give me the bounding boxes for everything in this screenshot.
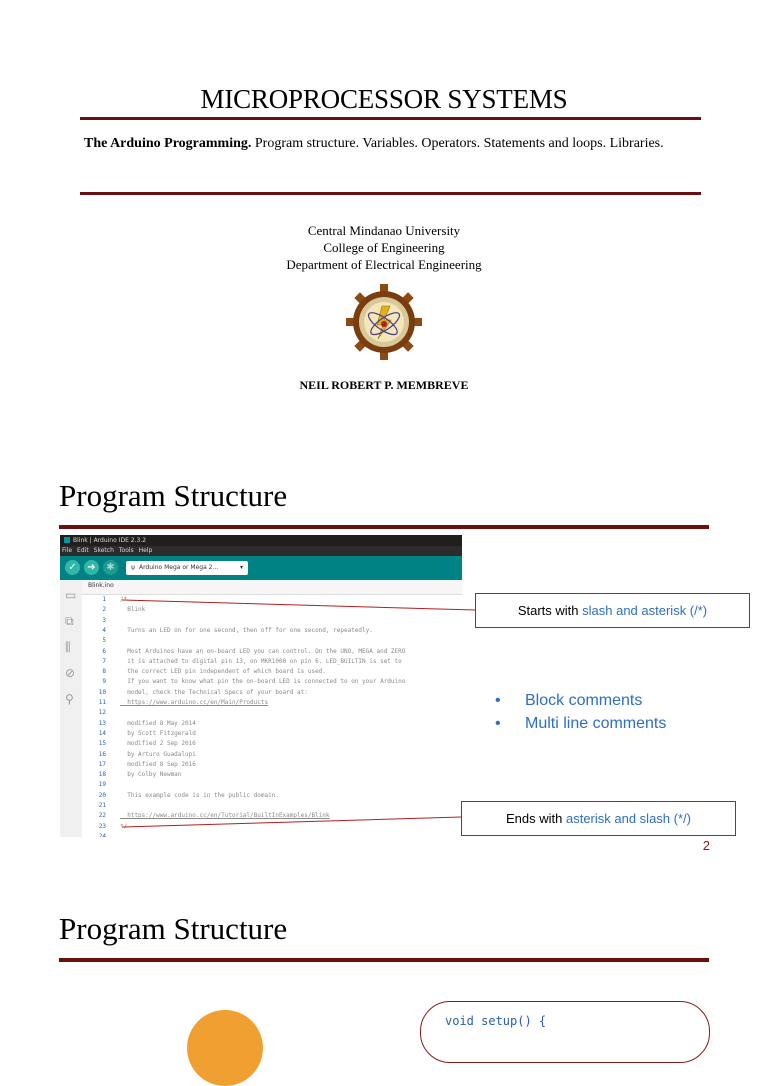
ends-with-prefix: Ends with bbox=[506, 811, 566, 826]
code-text: If you want to know what pin the on-board LED is connected to on your Arduino bbox=[120, 678, 406, 686]
line-number: 8 bbox=[102, 668, 106, 676]
line-number: 10 bbox=[98, 688, 106, 696]
slide3-heading: Program Structure bbox=[59, 911, 288, 946]
line-number: 6 bbox=[102, 647, 106, 655]
ends-with-callout bbox=[461, 801, 736, 836]
chevron-down-icon: ▾ bbox=[239, 564, 243, 571]
college-name: College of Engineering bbox=[323, 240, 445, 255]
author-name: NEIL ROBERT P. MEMBREVE bbox=[299, 378, 469, 392]
line-number: 20 bbox=[98, 791, 106, 799]
menu-tools[interactable]: Tools bbox=[118, 547, 134, 554]
page-number: 2 bbox=[702, 838, 710, 853]
line-number: 24 bbox=[98, 832, 106, 837]
code-text: /* bbox=[120, 596, 128, 603]
line-number: 3 bbox=[102, 616, 106, 624]
line-number: 2 bbox=[102, 606, 106, 614]
debug-sidebar-icon[interactable]: ⊘ bbox=[65, 666, 76, 680]
tab-blink-ino[interactable]: Blink.ino bbox=[88, 582, 114, 589]
bullet-item: • Multi line comments bbox=[495, 715, 667, 732]
code-text: Most Arduinos have an on-board LED you can control. On the UNO, MEGA and ZERO bbox=[120, 647, 406, 655]
menu-edit[interactable]: Edit bbox=[77, 547, 89, 554]
line-number: 7 bbox=[102, 657, 106, 665]
line-number: 18 bbox=[98, 771, 106, 779]
upload-arrow-icon[interactable]: ➜ bbox=[84, 560, 99, 575]
document-title: MICROPROCESSOR SYSTEMS bbox=[200, 84, 568, 114]
line-number: 12 bbox=[98, 709, 106, 717]
code-text: https://www.arduino.cc/en/Tutorial/BuiltInExamples/Blink bbox=[120, 812, 330, 820]
code-text: model, check the Technical Specs of your board at: bbox=[120, 688, 308, 696]
ends-with-highlight: asterisk and slash (*/) bbox=[565, 811, 691, 826]
line-number: 13 bbox=[98, 719, 106, 727]
line-number: 4 bbox=[102, 626, 106, 634]
line-number: 22 bbox=[98, 812, 106, 820]
board-selector-label: Arduino Mega or Mega 2... bbox=[138, 564, 219, 571]
menu-sketch[interactable]: Sketch bbox=[93, 547, 114, 554]
code-text: Turns an LED on for one second, then off for one second, repeatedly. bbox=[120, 626, 373, 634]
code-text: modified 2 Sep 2016 bbox=[120, 740, 196, 748]
bullet-multiline-comments: Multi line comments bbox=[525, 715, 667, 732]
code-text: Blink bbox=[120, 606, 146, 614]
code-text: by Scott Fitzgerald bbox=[120, 729, 196, 737]
code-text: https://www.arduino.cc/en/Main/Products bbox=[120, 699, 269, 706]
comment-bullets bbox=[495, 689, 666, 735]
bullet-item: • Block comments bbox=[495, 692, 643, 709]
university-name: Central Mindanao University bbox=[307, 223, 461, 238]
library-icon[interactable]: ⫼ bbox=[65, 640, 71, 654]
code-text: modified 8 Sep 2016 bbox=[120, 760, 196, 768]
usb-icon: ψ bbox=[131, 564, 135, 571]
line-number: 23 bbox=[98, 822, 106, 830]
search-icon[interactable]: ⚲ bbox=[65, 692, 74, 706]
line-number: 21 bbox=[98, 802, 106, 809]
line-number: 14 bbox=[98, 729, 106, 737]
department-name: Department of Electrical Engineering bbox=[286, 257, 482, 272]
line-number: 19 bbox=[98, 781, 106, 789]
line-number: 16 bbox=[98, 750, 106, 758]
debug-icon[interactable]: ✱ bbox=[103, 560, 118, 575]
ends-connector-line bbox=[122, 817, 461, 827]
verify-check-icon[interactable]: ✓ bbox=[65, 560, 80, 575]
code-text: by Arturo Guadalupi bbox=[120, 750, 196, 758]
code-text: */ bbox=[120, 822, 128, 830]
description-rest: Program structure. Variables. Operators. Statements and loops. Libraries. bbox=[251, 136, 664, 151]
line-number: 9 bbox=[102, 678, 106, 686]
ide-window-title-text: Blink | Arduino IDE 2.3.2 bbox=[73, 537, 147, 544]
slide2-heading: Program Structure bbox=[59, 478, 288, 513]
code-snippet-text: void setup() { bbox=[445, 1014, 547, 1028]
arduino-logo-circle bbox=[187, 1010, 263, 1086]
folder-icon[interactable]: ▭ bbox=[65, 588, 77, 602]
code-text: by Colby Newman bbox=[120, 771, 182, 779]
line-number: 17 bbox=[98, 760, 106, 768]
line-number: 11 bbox=[98, 699, 106, 706]
code-text: the correct LED pin independent of which board is used. bbox=[120, 668, 326, 676]
menu-file[interactable]: File bbox=[62, 547, 73, 554]
code-text: modified 8 May 2014 bbox=[120, 719, 196, 727]
line-number: 5 bbox=[102, 637, 106, 645]
line-number: 1 bbox=[102, 596, 106, 603]
starts-with-highlight: slash and asterisk (/*) bbox=[582, 603, 708, 618]
description-bold: The Arduino Programming. bbox=[84, 136, 252, 151]
line-number: 15 bbox=[98, 740, 106, 748]
code-text: This example code is in the public domain. bbox=[120, 791, 279, 799]
code-snippet-box bbox=[420, 1001, 710, 1063]
starts-with-prefix: Starts with bbox=[517, 603, 583, 618]
starts-with-callout bbox=[475, 593, 750, 628]
starts-connector-line bbox=[122, 600, 475, 610]
menu-help[interactable]: Help bbox=[138, 547, 153, 554]
boards-icon[interactable]: ⧉ bbox=[65, 614, 74, 628]
slide3-heading-rule bbox=[59, 958, 709, 962]
bullet-block-comments: Block comments bbox=[525, 692, 643, 709]
code-text: it is attached to digital pin 13, on MKR1000 on pin 6. LED_BUILTIN is set to bbox=[120, 657, 402, 665]
